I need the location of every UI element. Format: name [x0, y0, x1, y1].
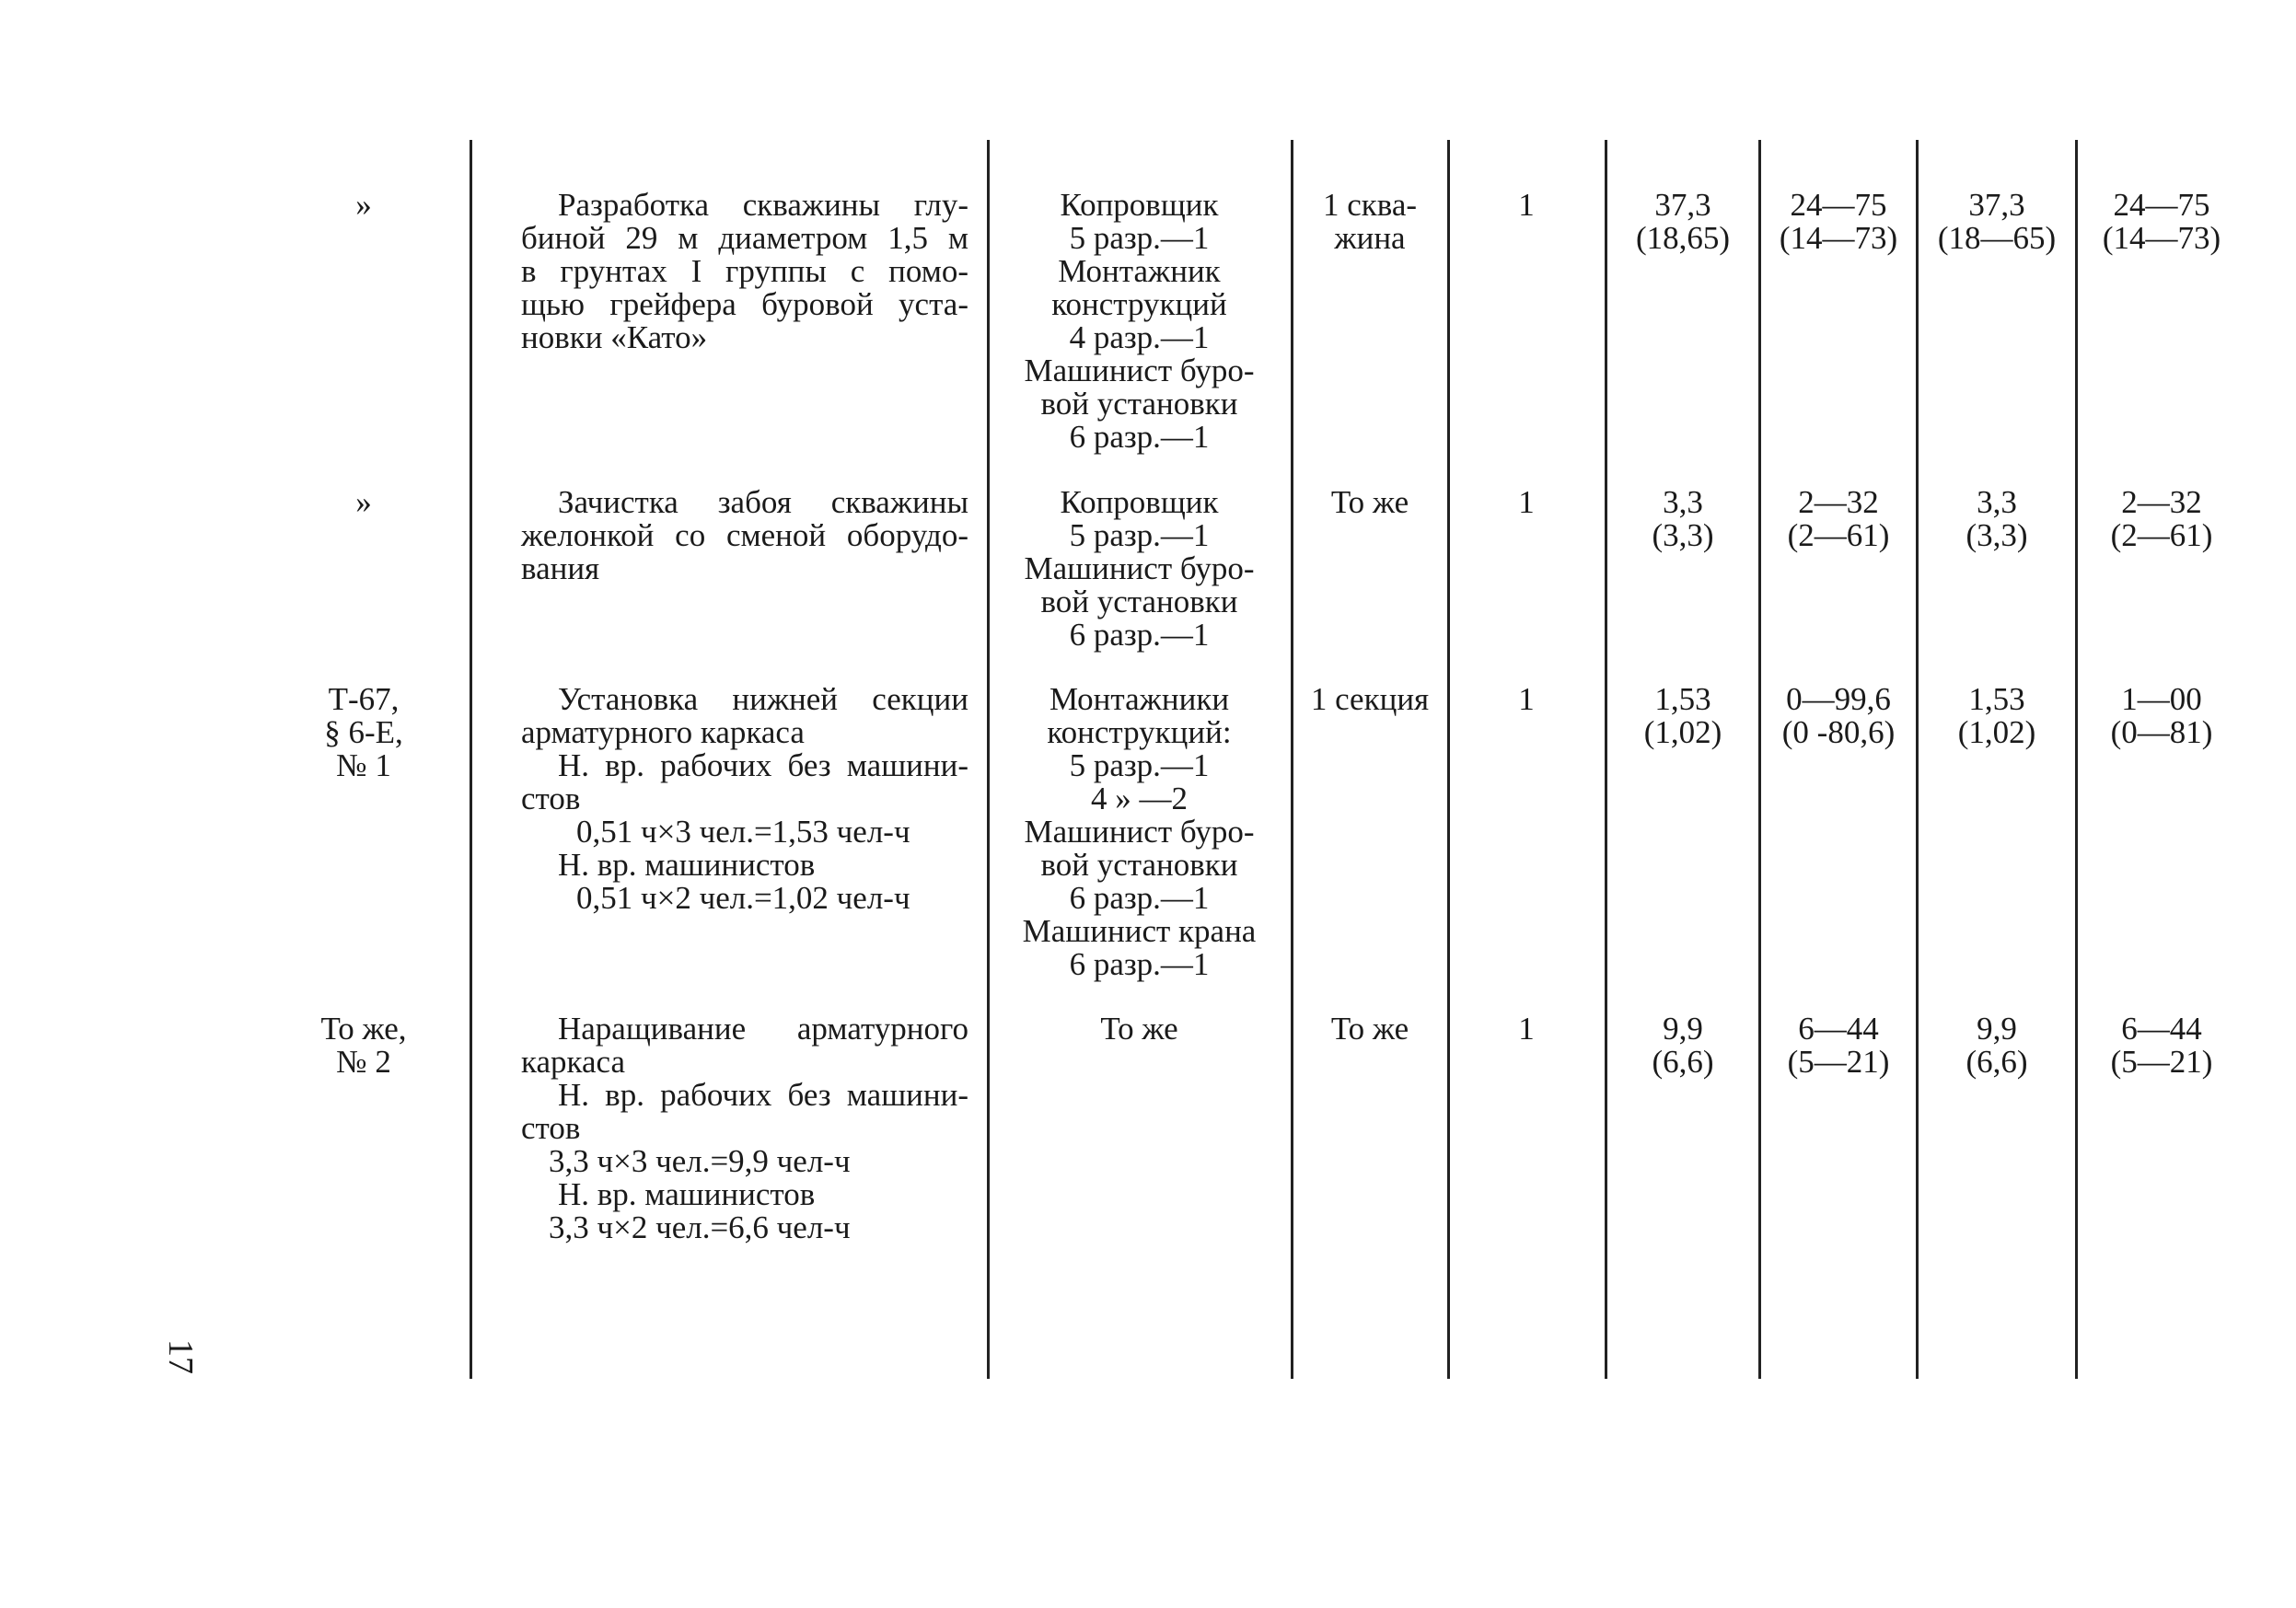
column-rule	[1447, 140, 1450, 1379]
total-time-cell-line: (6,6)	[1966, 1044, 2028, 1080]
unit-cell	[1296, 189, 1444, 255]
unit-cell-line: То же	[1330, 484, 1409, 520]
reference-cell-line: № 2	[336, 1044, 391, 1080]
rate-cell-line: 2—32	[1798, 484, 1879, 520]
description-cell-line: 3,3 ч×3 чел.=9,9 чел-ч	[549, 1143, 851, 1179]
unit-cell	[1296, 1012, 1444, 1046]
quantity-cell	[1453, 189, 1600, 222]
time-norm-cell-line: 3,3	[1663, 484, 1703, 520]
quantity-cell-line: 1	[1518, 1011, 1535, 1047]
total-cost-cell-line: 1—00	[2121, 681, 2202, 717]
total-cost-cell-line: (14—73)	[2102, 220, 2221, 256]
total-time-cell	[1920, 189, 2073, 255]
time-norm-cell	[1609, 683, 1757, 749]
unit-cell-line: То же	[1330, 1011, 1409, 1047]
workers-cell	[999, 486, 1280, 652]
rate-cell-line: 0—99,6	[1786, 681, 1891, 717]
time-norm-cell-line: (18,65)	[1635, 220, 1731, 256]
unit-cell	[1296, 486, 1444, 519]
workers-cell-line: Монтажники	[1049, 681, 1230, 717]
reference-cell	[304, 486, 423, 519]
description-cell-line: стов	[521, 1110, 581, 1146]
reference-cell	[304, 683, 423, 782]
total-time-cell-line: 37,3	[1968, 187, 2025, 223]
workers-cell	[999, 1012, 1280, 1046]
total-time-cell-line: 9,9	[1977, 1011, 2017, 1047]
total-cost-cell	[2079, 1012, 2244, 1079]
quantity-cell-line: 1	[1518, 484, 1535, 520]
workers-cell	[999, 189, 1280, 454]
workers-cell-line: конструкций:	[1047, 714, 1232, 750]
description-cell-line: в грунтах I группы с помо-	[521, 253, 968, 289]
time-norm-cell-line: (6,6)	[1652, 1044, 1714, 1080]
time-norm-cell-line: 9,9	[1663, 1011, 1703, 1047]
description-cell-line: Наращивание арматурного	[558, 1011, 968, 1047]
rate-cell	[1762, 683, 1915, 749]
description-cell-line: 0,51 ч×3 чел.=1,53 чел-ч	[576, 814, 910, 850]
description-cell	[521, 1012, 968, 1244]
description-cell-line: Разработка скважины глу-	[558, 187, 968, 223]
reference-cell-line: § 6-Е,	[324, 714, 403, 750]
total-time-cell-line: 3,3	[1977, 484, 2017, 520]
description-cell-line: Установка нижней секции	[558, 681, 968, 717]
description-cell-line: биной 29 м диаметром 1,5 м	[521, 220, 968, 256]
description-cell-line: желонкой со сменой оборудо-	[521, 517, 968, 553]
reference-cell-line: Т-67,	[328, 681, 400, 717]
description-cell-line: Н. вр. рабочих без машини-	[558, 747, 968, 783]
quantity-cell-line: 1	[1518, 187, 1535, 223]
unit-cell-line: жина	[1334, 220, 1406, 256]
reference-cell-line: »	[355, 187, 372, 223]
rate-cell-line: (0 -80,6)	[1781, 714, 1896, 750]
workers-cell-line: 4 разр.—1	[1069, 319, 1210, 355]
description-cell-line: Н. вр. рабочих без машини-	[558, 1077, 968, 1113]
rate-cell	[1762, 1012, 1915, 1079]
workers-cell	[999, 683, 1280, 981]
total-cost-cell-line: 24—75	[2113, 187, 2210, 223]
total-cost-cell-line: (2—61)	[2110, 517, 2213, 553]
total-time-cell-line: (18—65)	[1937, 220, 2057, 256]
description-cell-line: вания	[521, 550, 600, 586]
workers-cell-line: вой установки	[1040, 386, 1238, 422]
quantity-cell	[1453, 1012, 1600, 1046]
reference-cell-line: »	[355, 484, 372, 520]
workers-cell-line: 5 разр.—1	[1069, 220, 1210, 256]
workers-cell-line: 6 разр.—1	[1069, 617, 1210, 653]
time-norm-cell-line: (1,02)	[1643, 714, 1722, 750]
workers-cell-line: конструкций	[1051, 286, 1227, 322]
quantity-cell-line: 1	[1518, 681, 1535, 717]
description-cell-line: щью грейфера буровой уста-	[521, 286, 968, 322]
workers-cell-line: вой установки	[1040, 847, 1238, 883]
unit-cell-line: 1 секция	[1310, 681, 1430, 717]
total-time-cell	[1920, 1012, 2073, 1079]
description-cell-line: арматурного каркаса	[521, 714, 805, 750]
unit-cell-line: 1 сква-	[1322, 187, 1418, 223]
column-rule	[1605, 140, 1607, 1379]
workers-cell-line: вой установки	[1040, 584, 1238, 619]
workers-cell-line: Машинист крана	[1022, 913, 1257, 949]
workers-cell-line: Копровщик	[1060, 484, 1219, 520]
rate-cell-line: (2—61)	[1787, 517, 1890, 553]
column-rule	[1291, 140, 1293, 1379]
quantity-cell	[1453, 486, 1600, 519]
column-rule	[1916, 140, 1919, 1379]
total-cost-cell-line: (5—21)	[2110, 1044, 2213, 1080]
rate-cell-line: (14—73)	[1779, 220, 1898, 256]
description-cell-line: каркаса	[521, 1044, 626, 1080]
rate-cell-line: 6—44	[1798, 1011, 1879, 1047]
column-rule	[470, 140, 472, 1379]
workers-cell-line: 6 разр.—1	[1069, 946, 1210, 982]
column-rule	[987, 140, 990, 1379]
total-cost-cell-line: 6—44	[2121, 1011, 2202, 1047]
workers-cell-line: Машинист буро-	[1024, 814, 1255, 850]
total-cost-cell	[2079, 189, 2244, 255]
workers-cell-line: 5 разр.—1	[1069, 747, 1210, 783]
time-norm-cell-line: (3,3)	[1652, 517, 1714, 553]
workers-cell-line: Машинист буро-	[1024, 353, 1255, 388]
total-cost-cell	[2079, 683, 2244, 749]
workers-cell-line: Машинист буро-	[1024, 550, 1255, 586]
time-norm-cell-line: 1,53	[1654, 681, 1711, 717]
total-time-cell-line: (3,3)	[1966, 517, 2028, 553]
time-norm-cell	[1609, 189, 1757, 255]
workers-cell-line: 4 » —2	[1091, 781, 1188, 816]
description-cell-line: новки «Като»	[521, 319, 708, 355]
reference-cell	[304, 1012, 423, 1079]
rate-cell-line: 24—75	[1790, 187, 1887, 223]
unit-cell	[1296, 683, 1444, 716]
page-number: 17	[161, 1339, 200, 1374]
rate-cell-line: (5—21)	[1787, 1044, 1890, 1080]
column-rule	[2075, 140, 2078, 1379]
total-cost-cell	[2079, 486, 2244, 552]
total-time-cell	[1920, 486, 2073, 552]
total-time-cell-line: (1,02)	[1957, 714, 2036, 750]
reference-cell	[304, 189, 423, 222]
time-norm-cell	[1609, 486, 1757, 552]
workers-cell-line: Монтажник	[1058, 253, 1221, 289]
description-cell	[521, 486, 968, 585]
reference-cell-line: № 1	[336, 747, 391, 783]
description-cell-line: 0,51 ч×2 чел.=1,02 чел-ч	[576, 880, 910, 916]
rate-cell	[1762, 189, 1915, 255]
description-cell	[521, 683, 968, 915]
workers-cell-line: 6 разр.—1	[1069, 880, 1210, 916]
description-cell-line: стов	[521, 781, 581, 816]
total-cost-cell-line: (0—81)	[2110, 714, 2213, 750]
column-rule	[1758, 140, 1761, 1379]
description-cell-line: 3,3 ч×2 чел.=6,6 чел-ч	[549, 1209, 851, 1245]
workers-cell-line: Копровщик	[1060, 187, 1219, 223]
workers-cell-line: 6 разр.—1	[1069, 419, 1210, 455]
time-norm-cell	[1609, 1012, 1757, 1079]
time-norm-cell-line: 37,3	[1654, 187, 1711, 223]
workers-cell-line: 5 разр.—1	[1069, 517, 1210, 553]
quantity-cell	[1453, 683, 1600, 716]
description-cell-line: Зачистка забоя скважины	[558, 484, 968, 520]
rate-cell	[1762, 486, 1915, 552]
workers-cell-line: То же	[1100, 1011, 1178, 1047]
description-cell	[521, 189, 968, 354]
reference-cell-line: То же,	[320, 1011, 407, 1047]
total-cost-cell-line: 2—32	[2121, 484, 2202, 520]
description-cell-line: Н. вр. машинистов	[558, 1176, 816, 1212]
total-time-cell-line: 1,53	[1968, 681, 2025, 717]
description-cell-line: Н. вр. машинистов	[558, 847, 816, 883]
total-time-cell	[1920, 683, 2073, 749]
